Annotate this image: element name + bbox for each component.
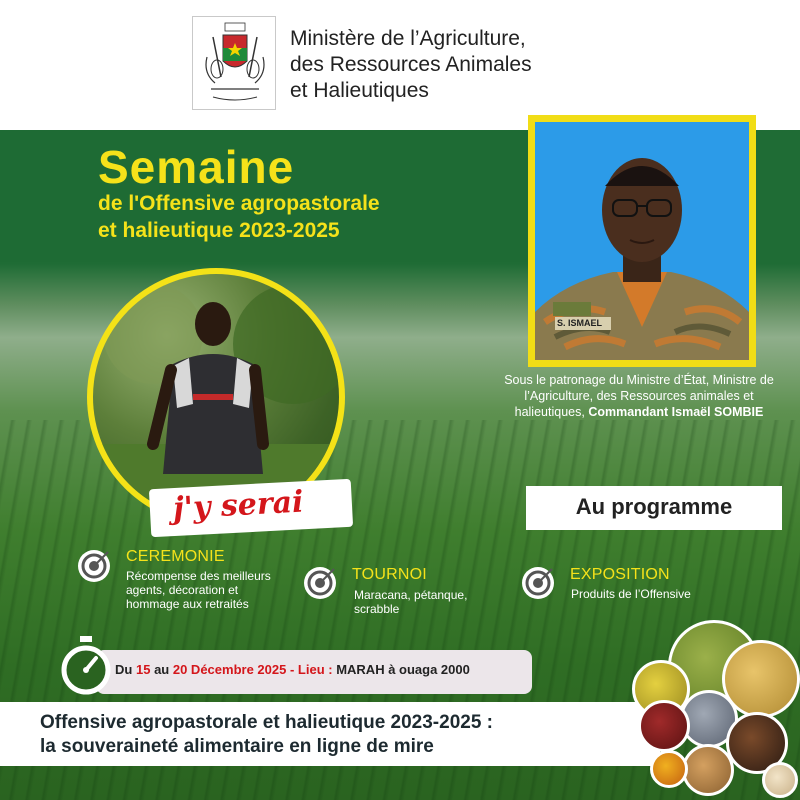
title-line-1: de l'Offensive agropastorale xyxy=(98,192,380,215)
programme-desc-line: agents, décoration et xyxy=(126,583,239,597)
date-prefix: Du xyxy=(115,662,133,677)
ministry-line-1: Ministère de l’Agriculture, xyxy=(290,27,526,50)
date-start: 15 xyxy=(135,662,151,677)
programme-desc-line: Maracana, pétanque, xyxy=(354,588,468,602)
patron-name: Commandant Ismaël SOMBIE xyxy=(588,405,764,419)
patronage-caption xyxy=(488,372,790,420)
ministry-line-2: des Ressources Animales xyxy=(290,53,532,76)
minister-portrait xyxy=(535,122,749,360)
date-end: 20 Décembre 2025 xyxy=(172,662,287,677)
place-label: - Lieu : xyxy=(289,662,333,677)
programme-desc-line: hommage aux retraités xyxy=(126,597,249,611)
ministry-name xyxy=(290,26,532,104)
eggs-image xyxy=(762,762,798,798)
programme-desc-exposition xyxy=(571,587,691,601)
event-place: MARAH à ouaga 2000 xyxy=(336,662,470,677)
title-subtitle xyxy=(98,190,380,244)
programme-desc-tournoi xyxy=(354,588,467,616)
slogan-text: j'y serai xyxy=(172,484,305,527)
mango-image xyxy=(650,750,688,788)
title-semaine: Semaine xyxy=(98,141,295,193)
target-icon xyxy=(302,565,338,601)
stopwatch-icon xyxy=(60,634,112,696)
grains-image xyxy=(682,744,734,796)
programme-desc-line: scrabble xyxy=(354,602,400,616)
programme-label: Au programme xyxy=(575,494,733,519)
target-icon xyxy=(520,565,556,601)
programme-desc-line: Produits de l’Offensive xyxy=(571,587,691,601)
programme-title-exposition: EXPOSITION xyxy=(570,566,670,583)
patronage-text: Sous le patronage du Ministre d’État, Ministre de l’Agriculture, des Ressources animales et halieutiques, xyxy=(504,373,774,419)
bottom-line-2: la souveraineté alimentaire en ligne de mire xyxy=(40,736,434,757)
programme-desc-ceremonie xyxy=(126,569,271,611)
bottom-line-1: Offensive agropastorale et halieutique 2023-2025 : xyxy=(40,712,494,733)
programme-desc-line: Récompense des meilleurs xyxy=(126,569,271,583)
meat-image xyxy=(638,700,690,752)
coat-of-arms xyxy=(192,16,276,110)
title-line-2: et halieutique 2023-2025 xyxy=(98,219,340,242)
programme-title-tournoi: TOURNOI xyxy=(352,566,427,583)
name-tag: S. ISMAEL xyxy=(557,318,603,328)
target-icon xyxy=(76,548,112,584)
bottom-slogan xyxy=(40,711,493,759)
event-date xyxy=(115,662,470,677)
programme-title-ceremonie: CEREMONIE xyxy=(126,548,225,565)
ministry-line-3: et Halieutiques xyxy=(290,79,429,102)
date-mid: au xyxy=(154,662,170,677)
